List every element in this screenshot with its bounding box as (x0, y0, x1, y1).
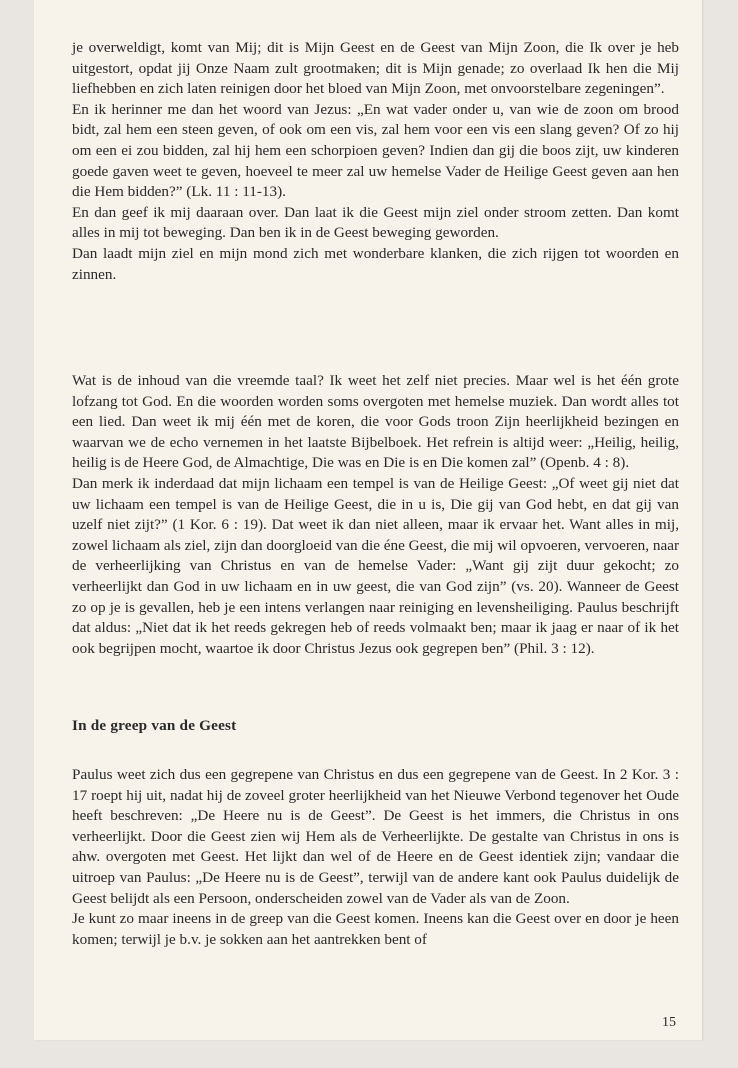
section-heading: In de greep van de Geest (72, 717, 237, 734)
paragraph: Dan laadt mijn ziel en mijn mond zich met wonderbare klanken, die zich rijgen tot woorden en zinnen. (72, 244, 679, 283)
paragraph: je overweldigt, komt van Mij; dit is Mijn Geest en de Geest van Mijn Zoon, die Ik over je heb uitgestort, opdat jij Onze Naam zult grootmaken; dit is Mijn genade; zo overlaad Ik hen die Mij liefhebben en zich laten reinigen door het bloed van Mijn Zoon, met onvoorstelbare zegeningen”. (72, 39, 679, 98)
paragraph: Dan merk ik inderdaad dat mijn lichaam een tempel is van de Heilige Geest: „Of weet gij niet dat uw lichaam een tempel is van de Heilige Geest, die in u is, Die gij van God hebt, en dat gij van uzelf niet zijt?” (1 Kor. 6 : 19). Dat weet ik dan niet alleen, maar ik ervaar het. Want alles in mij, zowel lichaam als ziel, zijn dan doorgloeid van die éne Geest, die mij wil opvoeren, vervoeren, naar de verheerlijking van Christus en van de hemelse Vader: „Want gij zijt duur gekocht; zo verheerlijkt dan God in uw lichaam en in uw geest, die van God zijn” (vs. 20). Wanneer de Geest zo op je is gevallen, heb je een intens verlangen naar reiniging en levensheiliging. Paulus beschrijft dat aldus: „Niet dat ik het reeds gekregen heb of reeds volmaakt ben; maar ik jaag er naar of ik het ook begrijpen mocht, waartoe ik door Christus Jezus ook gegrepen ben” (Phil. 3 : 12). (72, 474, 679, 657)
text-block-section (72, 765, 679, 950)
paragraph: Wat is de inhoud van die vreemde taal? Ik weet het zelf niet precies. Maar wel is het één grote lofzang tot God. En die woorden worden soms overgoten met hemelse muziek. Dan wordt alles tot een lied. Dan weet ik mij één met de koren, die voor Gods troon Zijn heerlijkheid bezingen en waarvan we de echo vernemen in het laatste Bijbelboek. Het refrein is altijd weer: „Heilig, heilig, heilig is de Heere God, de Almachtige, Die was en Die is en Die komen zal” (Openb. 4 : 8). (72, 372, 679, 472)
paragraph: En ik herinner me dan het woord van Jezus: „En wat vader onder u, van wie de zoon om brood bidt, zal hem een steen geven, of ook om een vis, zal hem voor een vis een slang geven? Of zo hij om een ei zou bidden, zal hij hem een schorpioen geven? Indien dan gij die boos zijt, uw kinderen goede gaven weet te geven, hoeveel te meer zal uw hemelse Vader de Heilige Geest geven aan hen die Hem bidden?” (Lk. 11 : 11-13). (72, 100, 679, 201)
paragraph: En dan geef ik mij daaraan over. Dan laat ik die Geest mijn ziel onder stroom zetten. Dan komt alles in mij tot beweging. Dan ben ik in de Geest beweging geworden. (72, 203, 679, 242)
text-block-opening (72, 38, 679, 285)
text-block-middle (72, 371, 679, 659)
page-number: 15 (662, 1015, 676, 1030)
book-page (34, 0, 702, 1040)
paragraph: Je kunt zo maar ineens in de greep van die Geest komen. Ineens kan die Geest over en door je heen komen; terwijl je b.v. je sokken aan het aantrekken bent of (72, 910, 679, 948)
paragraph: Paulus weet zich dus een gegrepene van Christus en dus een gegrepene van de Geest. In 2 Kor. 3 : 17 roept hij uit, nadat hij de zoveel groter heerlijkheid van het Nieuwe Verbond tegenover het Oude heeft beschreven: „De Heere nu is de Geest”. De Geest is het immers, die Christus in ons verheerlijkt. Door die Geest zien wij Hem als de Verheerlijkte. De gestalte van Christus in ons is ahw. overgoten met Geest. Het lijkt dan wel of de Heere en de Geest identiek zijn; vandaar die uitroep van Paulus: „De Heere nu is de Geest”, terwijl van de andere kant ook Paulus duidelijk de Geest belijdt als een Persoon, onderscheiden zowel van de Vader als van de Zoon. (72, 766, 679, 907)
